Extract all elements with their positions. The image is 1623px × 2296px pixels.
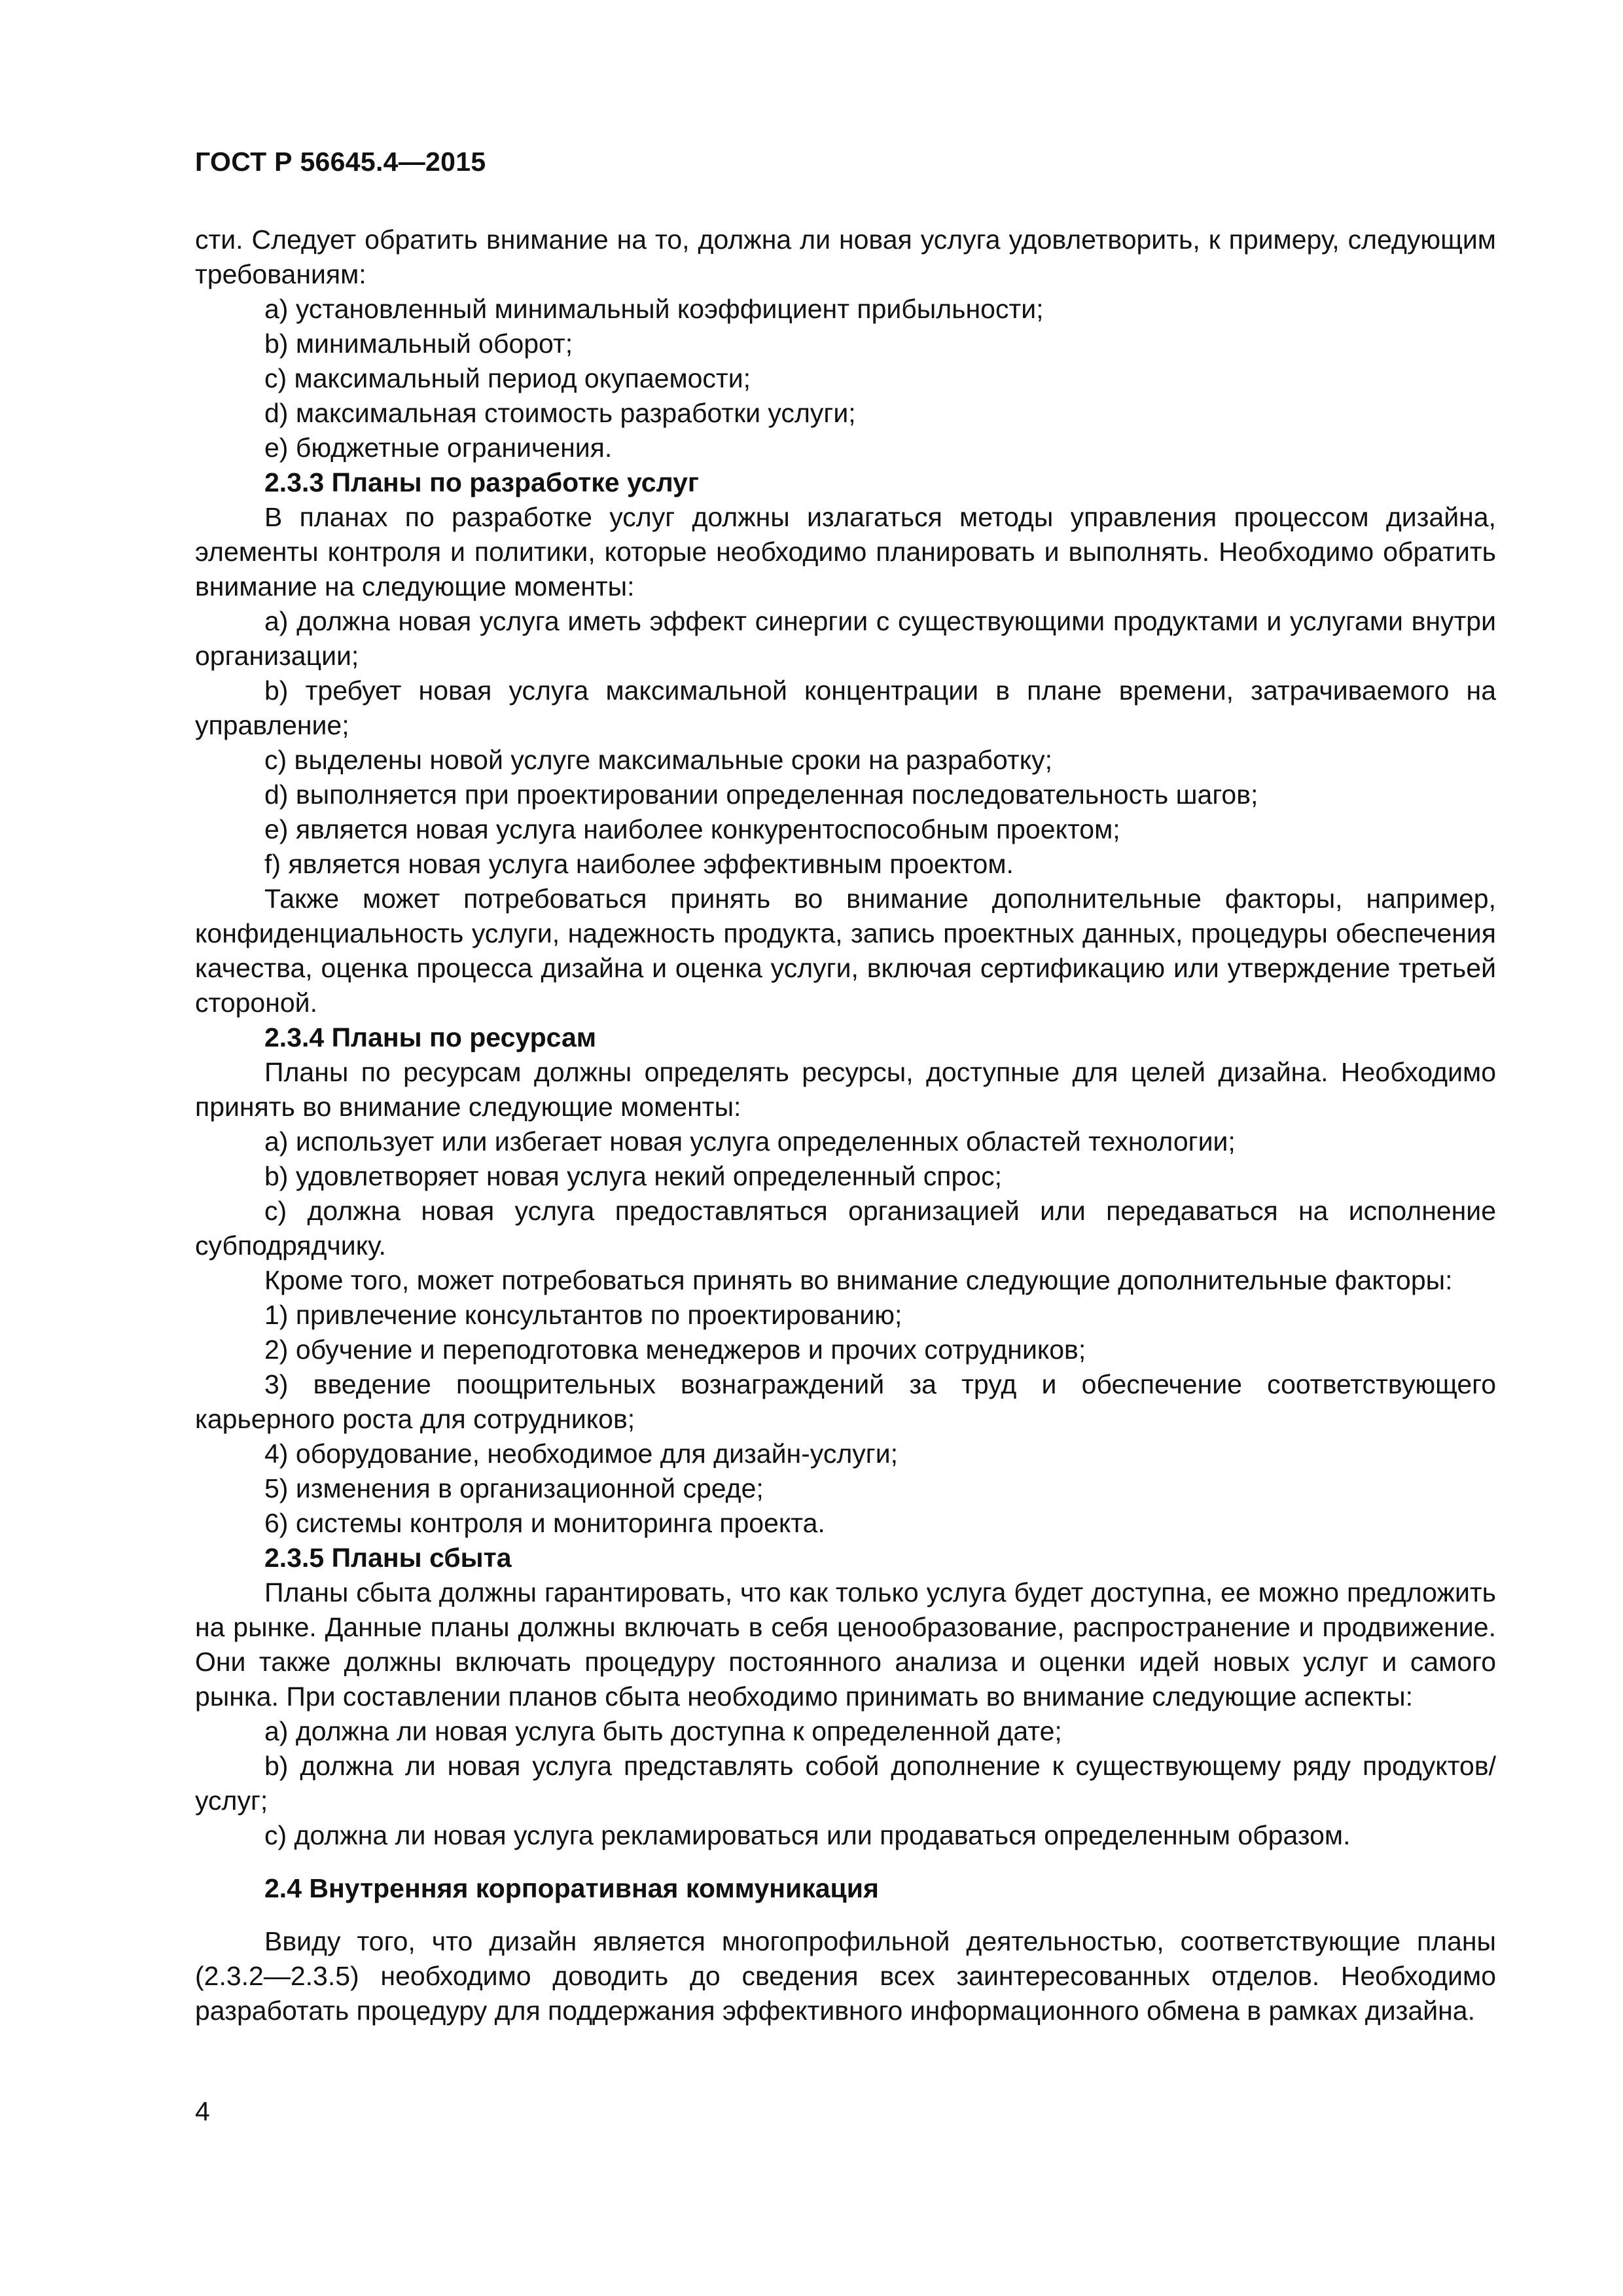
list-item: c) максимальный период окупаемости; xyxy=(264,363,751,393)
list-item: a) должна ли новая услуга быть доступна к определенной дате; xyxy=(264,1716,1062,1746)
list-item: 1) привлечение консультантов по проектированию; xyxy=(264,1300,902,1330)
list-item: c) должна новая услуга предоставляться организацией или передаваться на исполнение субподрядчику. xyxy=(195,1196,1496,1261)
list-item: a) должна новая услуга иметь эффект синергии с существующими продуктами и услугами внутри организации; xyxy=(195,606,1496,671)
list-item: c) должна ли новая услуга рекламироваться или продаваться определенным образом. xyxy=(264,1820,1351,1850)
list-item: f) является новая услуга наиболее эффективным проектом. xyxy=(264,849,1014,879)
paragraph: Ввиду того, что дизайн является многопрофильной деятельностью, соответствующие планы (2.3.2—2.3.5) необходимо доводить до сведения всех заинтересованных отделов. Необходимо разработать процедуру для поддержания эффективного информационного обмена в рамках дизайна. xyxy=(195,1926,1496,2026)
list-item: d) выполняется при проектировании определенная последовательность шагов; xyxy=(264,780,1258,810)
list-item: 2) обучение и переподготовка менеджеров и прочих сотрудников; xyxy=(264,1335,1086,1365)
list-item: b) удовлетворяет новая услуга некий определенный спрос; xyxy=(264,1161,1002,1191)
paragraph: Планы сбыта должны гарантировать, что как только услуга будет доступна, ее можно предложить на рынке. Данные планы должны включать в себя ценообразование, распространение и продвижение. Они также должны включать процедуру постоянного анализа и оценки идей новых услуг и самого рынка. При составлении планов сбыта необходимо принимать во внимание следующие аспекты: xyxy=(195,1577,1496,1712)
list-item: a) использует или избегает новая услуга определенных областей технологии; xyxy=(264,1126,1236,1157)
paragraph: сти. Следует обратить внимание на то, должна ли новая услуга удовлетворить, к примеру, следующим требованиям: xyxy=(195,224,1496,289)
paragraph: Также может потребоваться принять во внимание дополнительные факторы, например, конфиденциальность услуги, надежность продукта, запись проектных данных, процедуры обеспечения качества, оценка процесса дизайна и оценка услуги, включая сертификацию или утверждение третьей стороной. xyxy=(195,884,1496,1018)
paragraph: Кроме того, может потребоваться принять во внимание следующие дополнительные факторы: xyxy=(264,1265,1453,1295)
list-item: 3) введение поощрительных вознаграждений за труд и обеспечение соответствующего карьерного роста для сотрудников; xyxy=(195,1369,1496,1434)
document-body xyxy=(195,223,1496,2028)
list-item: e) бюджетные ограничения. xyxy=(264,433,613,463)
list-item: 5) изменения в организационной среде; xyxy=(264,1473,764,1503)
list-item: d) максимальная стоимость разработки услуги; xyxy=(264,398,856,428)
section-heading: 2.3.4 Планы по ресурсам xyxy=(264,1022,597,1052)
document-header: ГОСТ Р 56645.4—2015 xyxy=(195,147,486,177)
section-heading: 2.4 Внутренняя корпоративная коммуникация xyxy=(264,1873,879,1903)
paragraph: Планы по ресурсам должны определять ресурсы, доступные для целей дизайна. Необходимо принять во внимание следующие моменты: xyxy=(195,1057,1496,1122)
list-item: b) минимальный оборот; xyxy=(264,329,573,359)
section-heading: 2.3.5 Планы сбыта xyxy=(264,1543,512,1573)
paragraph: В планах по разработке услуг должны излагаться методы управления процессом дизайна, элементы контроля и политики, которые необходимо планировать и выполнять. Необходимо обратить внимание на следующие моменты: xyxy=(195,502,1496,601)
page-number: 4 xyxy=(195,2096,210,2126)
list-item: a) установленный минимальный коэффициент прибыльности; xyxy=(264,294,1044,324)
list-item: e) является новая услуга наиболее конкурентоспособным проектом; xyxy=(264,814,1120,844)
list-item: b) требует новая услуга максимальной концентрации в плане времени, затрачиваемого на управление; xyxy=(195,675,1496,740)
list-item: b) должна ли новая услуга представлять собой дополнение к существующему ряду продуктов/услуг; xyxy=(195,1751,1496,1816)
section-heading: 2.3.3 Планы по разработке услуг xyxy=(264,467,699,497)
list-item: 4) оборудование, необходимое для дизайн-услуги; xyxy=(264,1439,898,1469)
list-item: 6) системы контроля и мониторинга проекта. xyxy=(264,1508,825,1538)
list-item: c) выделены новой услуге максимальные сроки на разработку; xyxy=(264,745,1052,775)
